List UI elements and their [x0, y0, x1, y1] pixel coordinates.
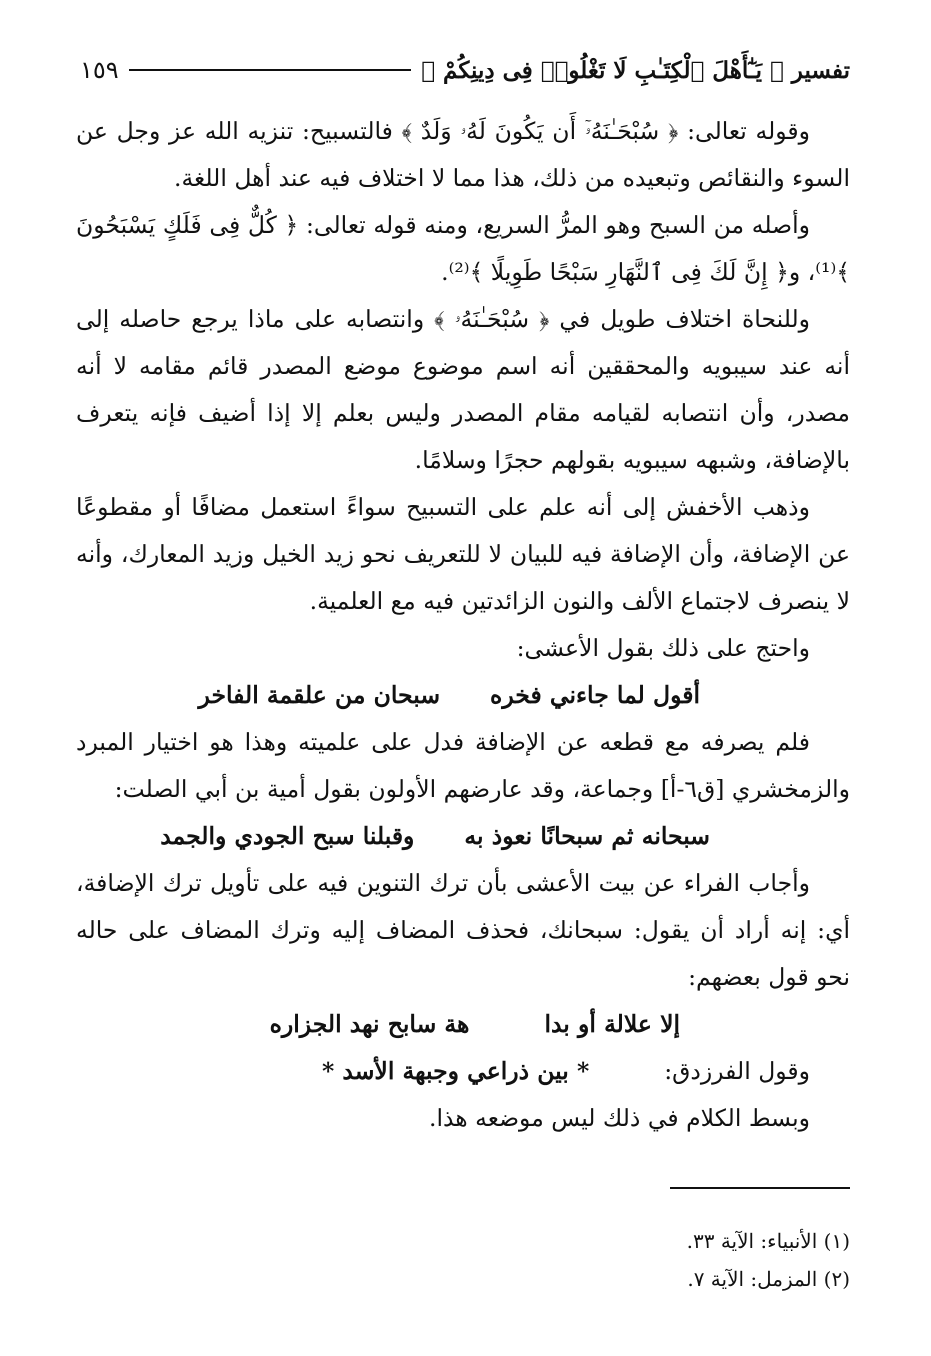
verse-second-half: وقبلنا سبح الجودي والجمد: [160, 822, 415, 850]
verse-first-half: إلا علالة أو بدا: [544, 1010, 680, 1038]
footnotes: [560, 1222, 850, 1298]
verse-second-half: سبحان من علقمة الفاخر: [198, 681, 441, 709]
verse-first-half: سبحانه ثم سبحانًا نعوذ به: [464, 822, 710, 850]
running-title: تفسير ﴿ يَـٰٓأَهْلَ ٱلْكِتَـٰبِ لَا تَغْلُوا۟ فِى دِينِكُمْ ﴾: [421, 56, 850, 84]
verse-second-half: هة سابح نهد الجزاره: [269, 1010, 470, 1038]
footnote-divider: [670, 1187, 850, 1189]
paragraph: وذهب الأخفش إلى أنه علم على التسبيح سواءً استعمل مضافًا أو مقطوعًا عن الإضافة، وأن الإضافة فيه للبيان لا للتعريف نحو زيد الخيل وزيد المعارك، وأنه لا ينصرف لاجتماع الألف والنون الزائدتين فيه مع العلمية.: [76, 493, 850, 615]
paragraph: وأصله من السبح وهو المرُّ السريع، ومنه قوله تعالى: ﴿ كُلٌّ فِى فَلَكٍ يَسْبَحُونَ ﴾⁽¹⁾، و﴿ إِنَّ لَكَ فِى ٱلنَّهَارِ سَبْحًا طَوِيلًا ﴾⁽²⁾.: [76, 211, 850, 286]
main-text: [76, 108, 850, 1142]
poetry-verse: [76, 1001, 850, 1048]
header-rule: [129, 69, 412, 71]
verse-first-half: أقول لما جاءني فخره: [490, 681, 700, 709]
quote-label: وقول الفرزدق:: [664, 1057, 810, 1085]
poetry-verse: [76, 672, 850, 719]
paragraph: واحتج على ذلك بقول الأعشى:: [516, 634, 810, 662]
page-number: ١٥٩: [80, 56, 119, 84]
footnote: (٢) المزمل: الآية ٧.: [687, 1267, 850, 1291]
page-header: [80, 50, 850, 90]
paragraph: فلم يصرفه مع قطعه عن الإضافة فدل على علميته وهذا هو اختيار المبرد والزمخشري [ق٦-أ] وجماعة، وقد عارضهم الأولون بقول أمية بن أبي الصلت:: [76, 728, 850, 803]
paragraph: وأجاب الفراء عن بيت الأعشى بأن ترك التنوين فيه على تأويل ترك الإضافة، أي: إنه أراد أن يقول: سبحانك، فحذف المضاف إليه وترك المضاف على حاله نحو قول بعضهم:: [76, 869, 850, 991]
paragraph: وللنحاة اختلاف طويل في ﴿ سُبْحَـٰنَهُۥ ﴾ وانتصابه على ماذا يرجع حاصله إلى أنه عند سيبويه والمحققين أنه اسم موضوع موضع المصدر قائم مقامه لا أنه مصدر، وأن انتصابه لقيامه مقام المصدر وليس بعلم إلا إذا أضيف فإنه يتعرف بالإضافة، وشبهه سيبويه بقولهم حجرًا وسلامًا.: [76, 305, 850, 474]
poetry-verse: [76, 813, 850, 860]
paragraph: [76, 1048, 850, 1095]
paragraph: وبسط الكلام في ذلك ليس موضعه هذا.: [428, 1104, 810, 1132]
paragraph: وقوله تعالى: ﴿ سُبْحَـٰنَهُۥٓ أَن يَكُونَ لَهُۥ وَلَدٌ ﴾ فالتسبيح: تنزيه الله عز وجل عن السوء والنقائص وتبعيده من ذلك، هذا مما لا اختلاف فيه عند أهل اللغة.: [76, 117, 850, 192]
footnote: (١) الأنبياء: الآية ٣٣.: [686, 1229, 850, 1253]
poetry-quote: * بين ذراعي وجبهة الأسد *: [321, 1057, 590, 1085]
